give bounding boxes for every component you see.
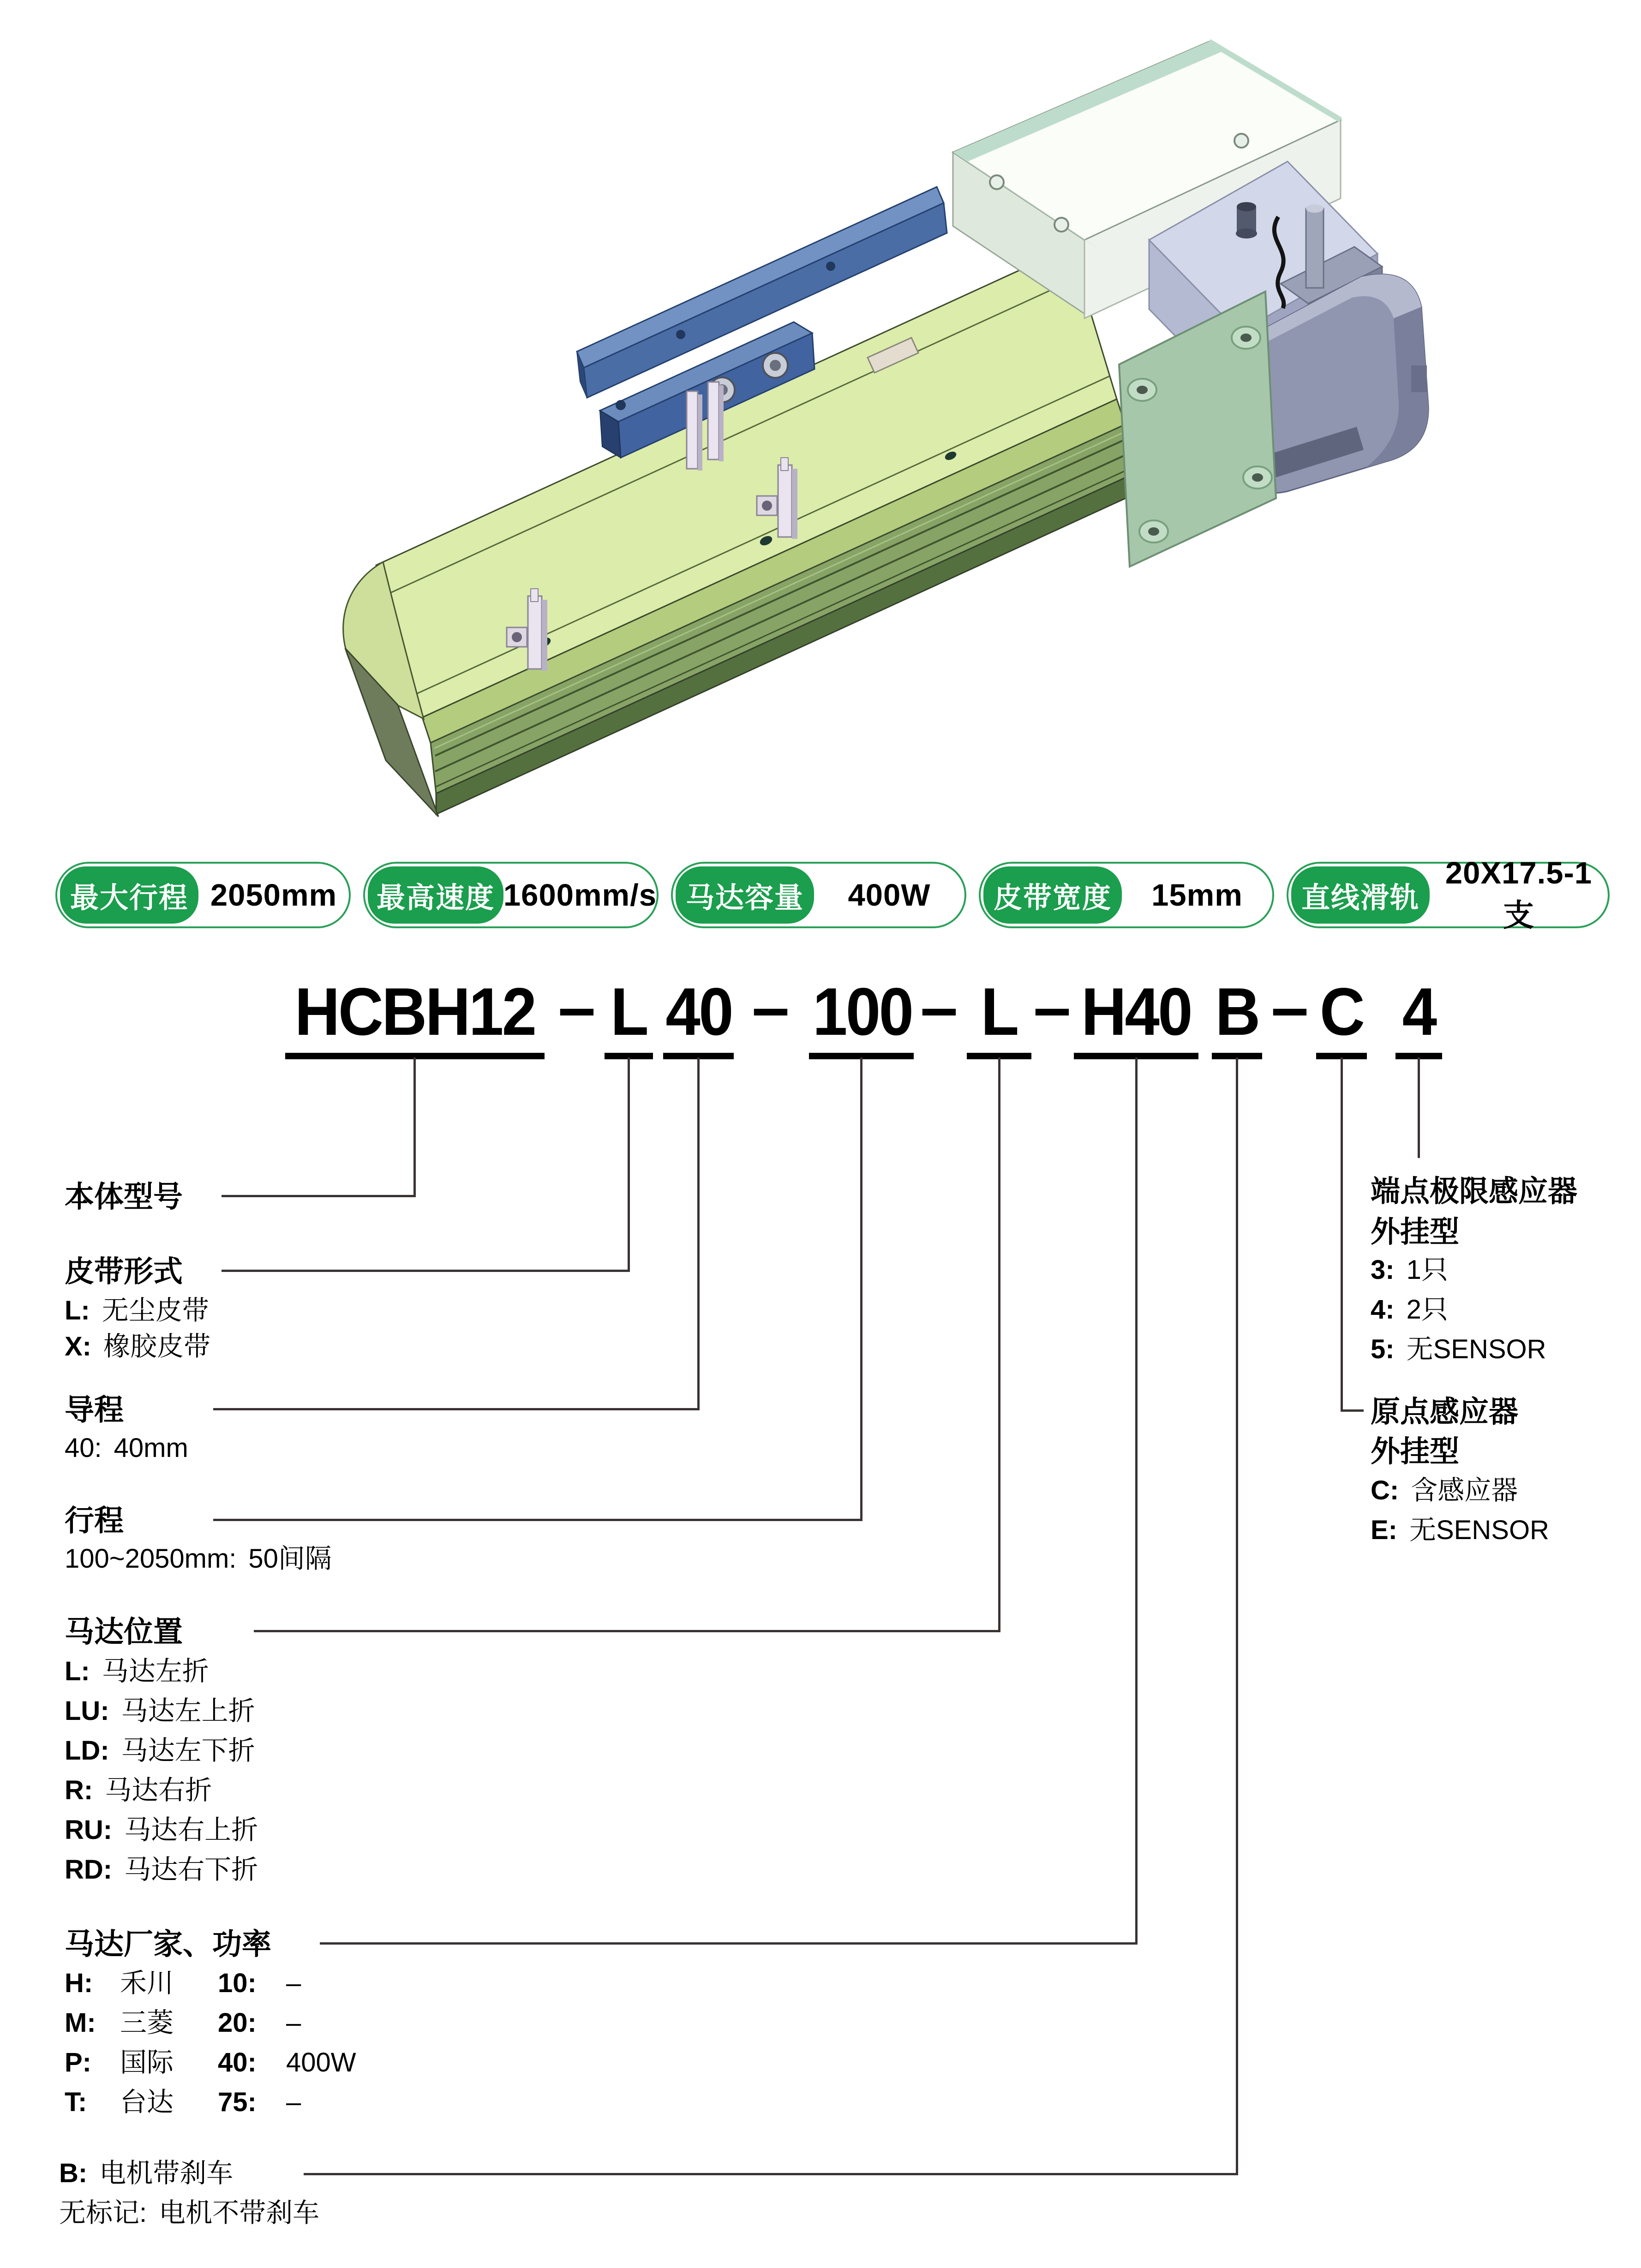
maker-name: 三菱: [120, 2008, 174, 2038]
spec-badge-max-stroke: [55, 862, 351, 928]
callout-item-no-brake: [59, 2197, 319, 2229]
badge-label: 最大行程: [60, 866, 198, 924]
callout-title-origin-sensor: 原点感应器: [1371, 1395, 1518, 1428]
item-desc: 马达右下折: [124, 1855, 258, 1885]
connector-line: [213, 1408, 700, 1410]
callout-item: [1371, 1333, 1546, 1366]
power-code: 20:: [218, 2008, 257, 2038]
connector-line: [222, 1195, 416, 1197]
code-seg-endpoint-sensor: 4: [1402, 974, 1436, 1049]
item-code: 3:: [1371, 1255, 1395, 1285]
product-render-3d: [0, 0, 1641, 853]
maker-code: T:: [65, 2087, 87, 2117]
item-desc: 含感应器: [1411, 1475, 1518, 1505]
connector-line: [1418, 1057, 1420, 1158]
code-dash-icon: –: [1033, 969, 1071, 1044]
connector-line: [1341, 1057, 1343, 1412]
maker-name: 禾川: [120, 1968, 174, 1998]
code-dash-icon: –: [920, 969, 958, 1044]
connector-line: [304, 2173, 1238, 2175]
badge-value: 15mm: [1151, 877, 1243, 913]
callout-item: [65, 1695, 255, 1727]
badge-label: 马达容量: [676, 866, 814, 924]
callout-item: [65, 1774, 212, 1807]
item-desc: 马达右上折: [124, 1815, 258, 1845]
maker-code: P:: [65, 2047, 91, 2077]
callout-title-motor-position: 马达位置: [65, 1615, 183, 1648]
power-value: –: [286, 1968, 301, 1998]
item-desc: 无SENSOR: [1406, 1334, 1546, 1364]
connector-line: [697, 1057, 700, 1410]
callout-title-belt-type: 皮带形式: [65, 1255, 183, 1288]
code-seg-lead: 40: [665, 974, 732, 1049]
spec-badge-motor-capacity: [671, 862, 966, 928]
item-code: RD:: [65, 1855, 113, 1885]
item-code: LD:: [65, 1736, 109, 1766]
callout-item: [1371, 1474, 1518, 1507]
item-code: X:: [65, 1331, 91, 1361]
item-desc: 橡胶皮带: [103, 1331, 211, 1361]
item-desc: 1只: [1406, 1255, 1448, 1285]
item-code: 5:: [1371, 1334, 1395, 1364]
callout-item: [65, 1295, 209, 1327]
connector-line: [1135, 1057, 1138, 1945]
code-seg-brake: B: [1215, 974, 1259, 1049]
badge-label: 皮带宽度: [983, 866, 1122, 924]
callout-item: [1371, 1254, 1448, 1286]
code-seg-body-model: HCBH12: [294, 974, 535, 1049]
callout-item: [65, 1655, 209, 1688]
item-code: 无标记:: [59, 2198, 147, 2228]
callout-title-stroke: 行程: [65, 1504, 124, 1537]
item-desc: 无SENSOR: [1409, 1515, 1549, 1545]
connector-line: [413, 1057, 416, 1197]
callout-row: [65, 2047, 356, 2079]
callout-title-origin-sensor-type: 外挂型: [1371, 1435, 1459, 1468]
item-code: R:: [65, 1775, 93, 1805]
power-value: –: [286, 2087, 301, 2117]
badge-value: 400W: [848, 877, 931, 913]
callout-item: [65, 1331, 210, 1363]
connector-line: [222, 1270, 630, 1272]
callout-item: [65, 1432, 188, 1464]
item-desc: 2只: [1406, 1295, 1448, 1325]
connector-line: [998, 1057, 1000, 1632]
power-value: –: [286, 2008, 301, 2038]
item-code: 100~2050mm:: [65, 1544, 237, 1574]
callout-title-endpoint-sensor: 端点极限感应器: [1371, 1175, 1577, 1208]
item-code: LU:: [65, 1696, 109, 1726]
connector-line: [213, 1519, 862, 1521]
item-code: L:: [65, 1656, 90, 1686]
code-seg-belt-type: L: [610, 974, 647, 1049]
badge-label: 直线滑轨: [1291, 866, 1430, 924]
item-desc: 马达左下折: [121, 1736, 255, 1766]
item-code: L:: [65, 1295, 90, 1325]
item-desc: 电机不带刹车: [159, 2198, 320, 2228]
power-code: 40:: [218, 2047, 257, 2077]
callout-title-lead: 导程: [65, 1393, 124, 1426]
code-seg-motor-power: H40: [1081, 974, 1191, 1049]
callout-row: [65, 2007, 301, 2039]
item-code: 40:: [65, 1433, 102, 1463]
connector-line: [860, 1057, 862, 1521]
item-desc: 无尘皮带: [102, 1295, 209, 1325]
maker-code: M:: [65, 2008, 96, 2038]
callout-item: [65, 1735, 255, 1767]
callout-item: [1371, 1294, 1448, 1326]
item-desc: 马达左折: [102, 1656, 209, 1686]
power-value: 400W: [286, 2047, 356, 2077]
callout-item: [65, 1814, 258, 1846]
badge-value: 20X17.5-1支: [1445, 855, 1593, 933]
connector-line: [628, 1057, 630, 1272]
power-code: 75:: [218, 2087, 257, 2117]
item-desc: 电机带刹车: [99, 2158, 234, 2188]
spec-badge-max-speed: [363, 862, 659, 928]
item-desc: 40mm: [114, 1433, 188, 1463]
actuator-body-icon: [343, 247, 1131, 817]
item-code: 4:: [1371, 1295, 1395, 1325]
item-desc: 50间隔: [248, 1544, 332, 1574]
maker-name: 国际: [120, 2047, 174, 2077]
callout-title-body-model: 本体型号: [65, 1180, 183, 1213]
code-dash-icon: –: [558, 969, 596, 1044]
badge-value: 1600mm/s: [503, 877, 657, 913]
spec-badge-belt-width: [979, 862, 1274, 928]
item-desc: 马达右折: [105, 1775, 212, 1805]
maker-code: H:: [65, 1968, 93, 1998]
callout-item: [65, 1854, 258, 1886]
code-seg-stroke: 100: [812, 974, 912, 1049]
connector-line: [1341, 1409, 1364, 1412]
callout-item-brake: [59, 2157, 233, 2190]
item-code: B:: [59, 2158, 88, 2188]
code-dash-icon: –: [752, 969, 790, 1044]
power-code: 10:: [218, 1968, 257, 1998]
spec-badge-linear-rail: [1287, 855, 1610, 933]
connector-line: [1236, 1057, 1238, 2175]
callout-row: [65, 1967, 301, 1999]
item-desc: 马达左上折: [121, 1696, 255, 1726]
code-dash-icon: –: [1271, 969, 1309, 1044]
connector-line: [254, 1630, 1000, 1632]
item-code: C:: [1371, 1475, 1399, 1505]
code-seg-origin-sensor: C: [1319, 974, 1364, 1049]
callout-item: [65, 1543, 332, 1575]
callout-title-motor-maker-power: 马达厂家、功率: [65, 1928, 271, 1961]
callout-title-endpoint-sensor-type: 外挂型: [1371, 1215, 1459, 1248]
callout-item: [1371, 1514, 1549, 1546]
code-seg-motor-position: L: [981, 974, 1018, 1049]
item-code: E:: [1371, 1515, 1397, 1545]
connector-line: [320, 1942, 1138, 1945]
maker-name: 台达: [120, 2087, 174, 2117]
badge-value: 2050mm: [210, 877, 337, 913]
badge-label: 最高速度: [368, 866, 503, 924]
callout-row: [65, 2086, 301, 2119]
item-code: RU:: [65, 1815, 113, 1845]
